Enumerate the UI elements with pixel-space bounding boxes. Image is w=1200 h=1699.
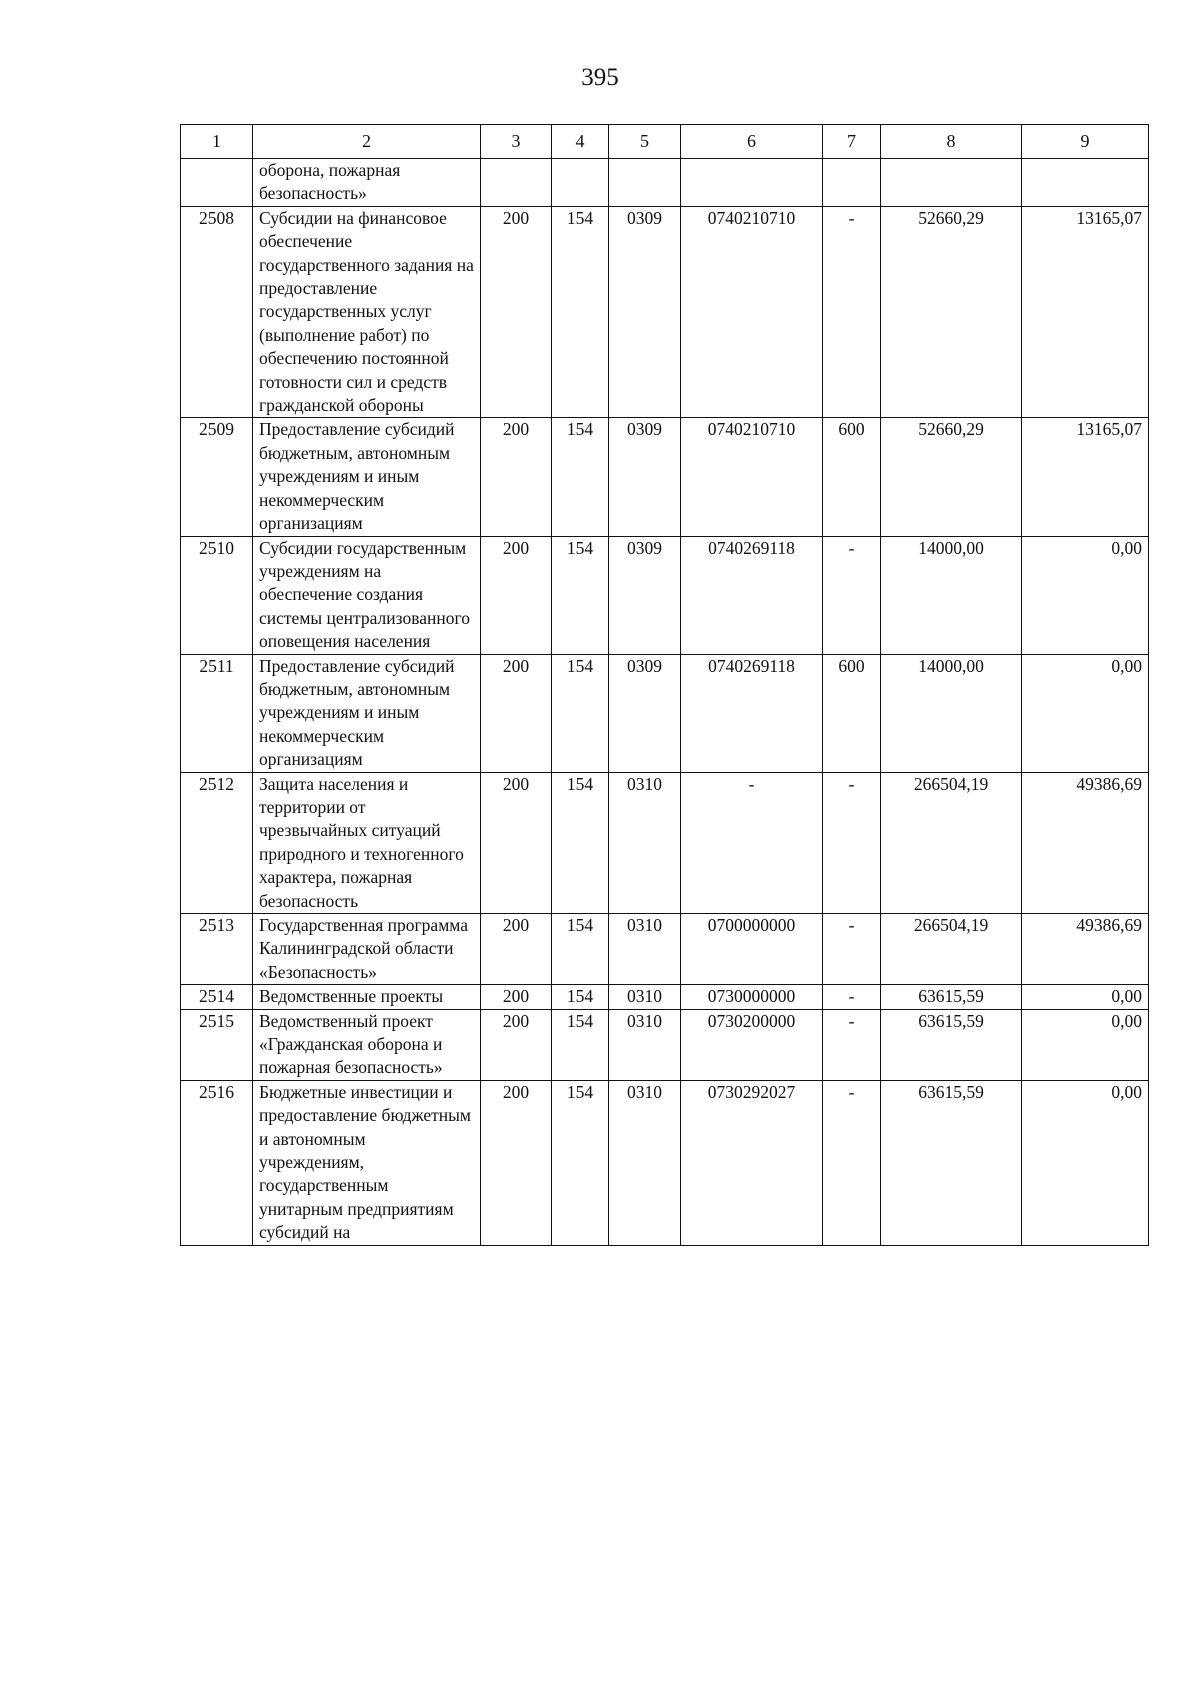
item-name-cell: Защита населения и территории от чрезвычайных ситуаций природного и техногенного характера, пожарная безопасность <box>253 772 481 913</box>
code-gr-cell: 200 <box>481 914 552 985</box>
code-section-cell: 0310 <box>609 772 681 913</box>
amount-col8-cell: 52660,29 <box>881 418 1022 536</box>
code-section-cell: 0310 <box>609 914 681 985</box>
code-section-cell: 0309 <box>609 654 681 772</box>
code-section-cell: 0310 <box>609 1009 681 1080</box>
page-number: 395 <box>581 64 619 91</box>
code-gr-cell: 200 <box>481 206 552 418</box>
code-expense-type-cell: - <box>823 206 881 418</box>
item-name-cell: Ведомственный проект «Гражданская оборона и пожарная безопасность» <box>253 1009 481 1080</box>
code-ved-cell: 154 <box>552 914 609 985</box>
amount-col9-cell: 0,00 <box>1022 1080 1149 1245</box>
amount-col9-cell: 13165,07 <box>1022 206 1149 418</box>
budget-table <box>180 124 1149 1246</box>
amount-col8-cell: 63615,59 <box>881 1080 1022 1245</box>
code-ved-cell: 154 <box>552 654 609 772</box>
table-row <box>181 1080 1149 1245</box>
code-target-article-cell: 0730200000 <box>681 1009 823 1080</box>
item-name-cell: Бюджетные инвестиции и предоставление бюджетным и автономным учреждениям, государственным унитарным предприятиям субсидий на <box>253 1080 481 1245</box>
code-ved-cell: 154 <box>552 985 609 1009</box>
code-ved-cell: 154 <box>552 536 609 654</box>
amount-col8-cell: 63615,59 <box>881 1009 1022 1080</box>
code-target-article-cell: 0700000000 <box>681 914 823 985</box>
table-row <box>181 654 1149 772</box>
amount-col9-cell <box>1022 159 1149 207</box>
amount-col9-cell: 49386,69 <box>1022 914 1149 985</box>
code-target-article-cell: - <box>681 772 823 913</box>
header-col-9: 9 <box>1022 125 1149 159</box>
table-row <box>181 206 1149 418</box>
code-gr-cell: 200 <box>481 536 552 654</box>
table-body <box>181 159 1149 1246</box>
table-row <box>181 1009 1149 1080</box>
header-col-5: 5 <box>609 125 681 159</box>
header-col-2: 2 <box>253 125 481 159</box>
row-number-cell: 2516 <box>181 1080 253 1245</box>
table-row <box>181 159 1149 207</box>
row-number-cell: 2513 <box>181 914 253 985</box>
table-row <box>181 536 1149 654</box>
code-section-cell: 0309 <box>609 206 681 418</box>
table-row <box>181 985 1149 1009</box>
row-number-cell: 2509 <box>181 418 253 536</box>
code-target-article-cell: 0740210710 <box>681 206 823 418</box>
row-number-cell: 2510 <box>181 536 253 654</box>
row-number-cell <box>181 159 253 207</box>
row-number-cell: 2514 <box>181 985 253 1009</box>
header-col-6: 6 <box>681 125 823 159</box>
amount-col8-cell: 14000,00 <box>881 654 1022 772</box>
header-col-3: 3 <box>481 125 552 159</box>
row-number-cell: 2508 <box>181 206 253 418</box>
code-target-article-cell: 0740269118 <box>681 536 823 654</box>
code-ved-cell: 154 <box>552 772 609 913</box>
code-target-article-cell: 0730000000 <box>681 985 823 1009</box>
amount-col8-cell: 266504,19 <box>881 914 1022 985</box>
item-name-cell: Предоставление субсидий бюджетным, автономным учреждениям и иным некоммерческим организациям <box>253 418 481 536</box>
item-name-cell: Субсидии на финансовое обеспечение государственного задания на предоставление государственных услуг (выполнение работ) по обеспечению постоянной готовности сил и средств гражданской обороны <box>253 206 481 418</box>
header-col-1: 1 <box>181 125 253 159</box>
code-expense-type-cell: - <box>823 536 881 654</box>
item-name-cell: Субсидии государственным учреждениям на обеспечение создания системы централизованного оповещения населения <box>253 536 481 654</box>
code-gr-cell: 200 <box>481 418 552 536</box>
code-target-article-cell: 0730292027 <box>681 1080 823 1245</box>
code-section-cell: 0309 <box>609 418 681 536</box>
code-ved-cell: 154 <box>552 206 609 418</box>
code-target-article-cell: 0740210710 <box>681 418 823 536</box>
header-row <box>181 125 1149 159</box>
amount-col9-cell: 13165,07 <box>1022 418 1149 536</box>
amount-col8-cell: 52660,29 <box>881 206 1022 418</box>
item-name-cell: оборона, пожарная безопасность» <box>253 159 481 207</box>
code-expense-type-cell: - <box>823 1080 881 1245</box>
code-expense-type-cell: - <box>823 985 881 1009</box>
code-gr-cell: 200 <box>481 654 552 772</box>
amount-col8-cell: 266504,19 <box>881 772 1022 913</box>
code-ved-cell: 154 <box>552 1009 609 1080</box>
code-gr-cell: 200 <box>481 1080 552 1245</box>
code-gr-cell <box>481 159 552 207</box>
code-gr-cell: 200 <box>481 1009 552 1080</box>
table-row <box>181 418 1149 536</box>
code-section-cell: 0309 <box>609 536 681 654</box>
code-expense-type-cell: 600 <box>823 418 881 536</box>
table-row <box>181 772 1149 913</box>
amount-col8-cell <box>881 159 1022 207</box>
amount-col8-cell: 63615,59 <box>881 985 1022 1009</box>
amount-col9-cell: 49386,69 <box>1022 772 1149 913</box>
code-ved-cell: 154 <box>552 1080 609 1245</box>
code-section-cell <box>609 159 681 207</box>
code-expense-type-cell: 600 <box>823 654 881 772</box>
code-ved-cell <box>552 159 609 207</box>
amount-col9-cell: 0,00 <box>1022 1009 1149 1080</box>
item-name-cell: Ведомственные проекты <box>253 985 481 1009</box>
amount-col9-cell: 0,00 <box>1022 985 1149 1009</box>
code-section-cell: 0310 <box>609 1080 681 1245</box>
code-gr-cell: 200 <box>481 985 552 1009</box>
code-expense-type-cell: - <box>823 1009 881 1080</box>
row-number-cell: 2515 <box>181 1009 253 1080</box>
row-number-cell: 2512 <box>181 772 253 913</box>
code-target-article-cell <box>681 159 823 207</box>
header-col-8: 8 <box>881 125 1022 159</box>
amount-col9-cell: 0,00 <box>1022 654 1149 772</box>
header-col-7: 7 <box>823 125 881 159</box>
code-gr-cell: 200 <box>481 772 552 913</box>
item-name-cell: Государственная программа Калининградской области «Безопасность» <box>253 914 481 985</box>
row-number-cell: 2511 <box>181 654 253 772</box>
code-ved-cell: 154 <box>552 418 609 536</box>
amount-col8-cell: 14000,00 <box>881 536 1022 654</box>
amount-col9-cell: 0,00 <box>1022 536 1149 654</box>
code-expense-type-cell <box>823 159 881 207</box>
code-expense-type-cell: - <box>823 914 881 985</box>
header-col-4: 4 <box>552 125 609 159</box>
code-expense-type-cell: - <box>823 772 881 913</box>
item-name-cell: Предоставление субсидий бюджетным, автономным учреждениям и иным некоммерческим организациям <box>253 654 481 772</box>
code-target-article-cell: 0740269118 <box>681 654 823 772</box>
code-section-cell: 0310 <box>609 985 681 1009</box>
table-row <box>181 914 1149 985</box>
